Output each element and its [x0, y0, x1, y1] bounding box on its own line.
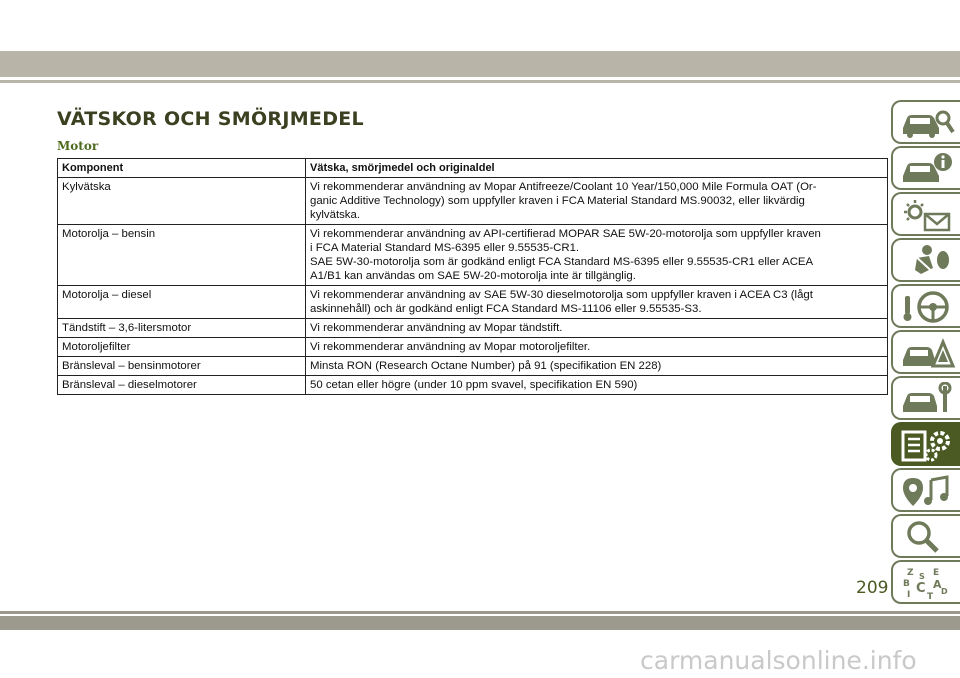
fluids-table: [57, 158, 888, 395]
table-row: [58, 376, 888, 395]
cell-component: Tändstift – 3,6-litersmotor: [58, 319, 306, 338]
tab-emergency[interactable]: [891, 330, 960, 374]
cell-line: i FCA Material Standard MS-6395 eller 9.55535-CR1.: [310, 242, 580, 254]
specifications-gear-icon: [899, 428, 955, 462]
section-subtitle: Motor: [57, 139, 99, 153]
cell-line: Vi rekommenderar användning av Mopar motoroljefilter.: [310, 341, 591, 353]
column-header-fluid: Vätska, smörjmedel och originaldel: [306, 159, 888, 178]
car-search-icon: [899, 106, 955, 140]
cell-component: Bränsleval – bensinmotorer: [58, 357, 306, 376]
table-row: [58, 338, 888, 357]
tab-technical-specifications[interactable]: [891, 422, 960, 466]
cell-line: ganic Additive Technology) som uppfyller kraven i FCA Material Standard MS.90032, eller likvärdig: [310, 195, 805, 207]
cell-fluid: [306, 319, 888, 338]
tab-safety[interactable]: [891, 238, 960, 282]
cell-line: askinnehåll) och är godkänd enligt FCA Standard MS-11106 eller 9.55535-S3.: [310, 303, 702, 315]
table-row: [58, 178, 888, 225]
index-letter: E: [933, 568, 940, 578]
tab-instrument-panel[interactable]: [891, 146, 960, 190]
cell-fluid: [306, 178, 888, 225]
index-letter: I: [907, 590, 911, 600]
cell-line: Vi rekommenderar användning av Mopar Antifreeze/Coolant 10 Year/150,000 Mile Formula OAT (Or-: [310, 181, 817, 193]
footer-band: [0, 616, 960, 630]
tab-customer-assistance[interactable]: [891, 514, 960, 558]
cell-line: Minsta RON (Research Octane Number) på 91 (specifikation EN 228): [310, 360, 662, 372]
cell-fluid: [306, 338, 888, 357]
column-header-component: Komponent: [58, 159, 306, 178]
steering-wheel-icon: [899, 290, 955, 324]
header-band: [0, 51, 960, 77]
cell-line: SAE 5W-30-motorolja som är godkänd enligt FCA Standard MS-6395 eller 9.55535-CR1 eller ACEA: [310, 256, 814, 268]
car-hazard-triangle-icon: [899, 336, 955, 370]
table-row: [58, 225, 888, 286]
airbag-person-icon: [899, 244, 955, 278]
tab-getting-to-know-vehicle[interactable]: [891, 100, 960, 144]
index-letter: A: [933, 578, 942, 591]
cell-component: Motoroljefilter: [58, 338, 306, 357]
index-letter: Z: [907, 568, 914, 578]
multimedia-music-icon: [899, 474, 955, 508]
tab-warning-lights[interactable]: [891, 192, 960, 236]
table-row: [58, 319, 888, 338]
cell-line: Vi rekommenderar användning av API-certifierad MOPAR SAE 5W-20-motorolja som uppfyller kraven: [310, 228, 821, 240]
cell-component: Motorolja – bensin: [58, 225, 306, 286]
cell-line: A1/B1 kan användas om SAE 5W-20-motorolja inte är tillgänglig.: [310, 270, 636, 282]
index-letter: D: [941, 587, 948, 596]
car-wrench-icon: [899, 382, 955, 416]
table-row: [58, 357, 888, 376]
tab-multimedia[interactable]: [891, 468, 960, 512]
page-number: 209: [856, 578, 889, 598]
cell-fluid: [306, 357, 888, 376]
cell-component: Kylvätska: [58, 178, 306, 225]
cell-line: Vi rekommenderar användning av SAE 5W-30 dieselmotorolja som uppfyller kraven i ACEA C3 (lågt: [310, 289, 813, 301]
cell-fluid: [306, 376, 888, 395]
cell-line: 50 cetan eller högre (under 10 ppm svavel, specifikation EN 590): [310, 379, 638, 391]
table-header-row: [58, 159, 888, 178]
watermark: carmanualsonline.info: [640, 646, 917, 675]
cell-component: Bränsleval – dieselmotorer: [58, 376, 306, 395]
tab-servicing-maintenance[interactable]: [891, 376, 960, 420]
footer-rule: [0, 611, 960, 614]
header-rule: [0, 80, 960, 83]
tab-index[interactable]: [891, 560, 960, 604]
index-letter: B: [903, 579, 910, 589]
table-row: [58, 286, 888, 319]
index-letter: C: [916, 581, 926, 596]
cell-fluid: [306, 225, 888, 286]
magnifier-index-icon: [899, 520, 955, 554]
alphabet-index-icon: [899, 566, 955, 600]
car-info-icon: [899, 152, 955, 186]
cell-fluid: [306, 286, 888, 319]
tab-starting-operating[interactable]: [891, 284, 960, 328]
page-title: VÄTSKOR OCH SMÖRJMEDEL: [57, 108, 364, 130]
cell-line: kylvätska.: [310, 209, 361, 221]
index-letter: T: [927, 592, 934, 600]
cell-component: Motorolja – diesel: [58, 286, 306, 319]
index-letter: S: [919, 572, 925, 581]
cell-line: Vi rekommenderar användning av Mopar tändstift.: [310, 322, 563, 334]
warning-light-message-icon: [899, 198, 955, 232]
